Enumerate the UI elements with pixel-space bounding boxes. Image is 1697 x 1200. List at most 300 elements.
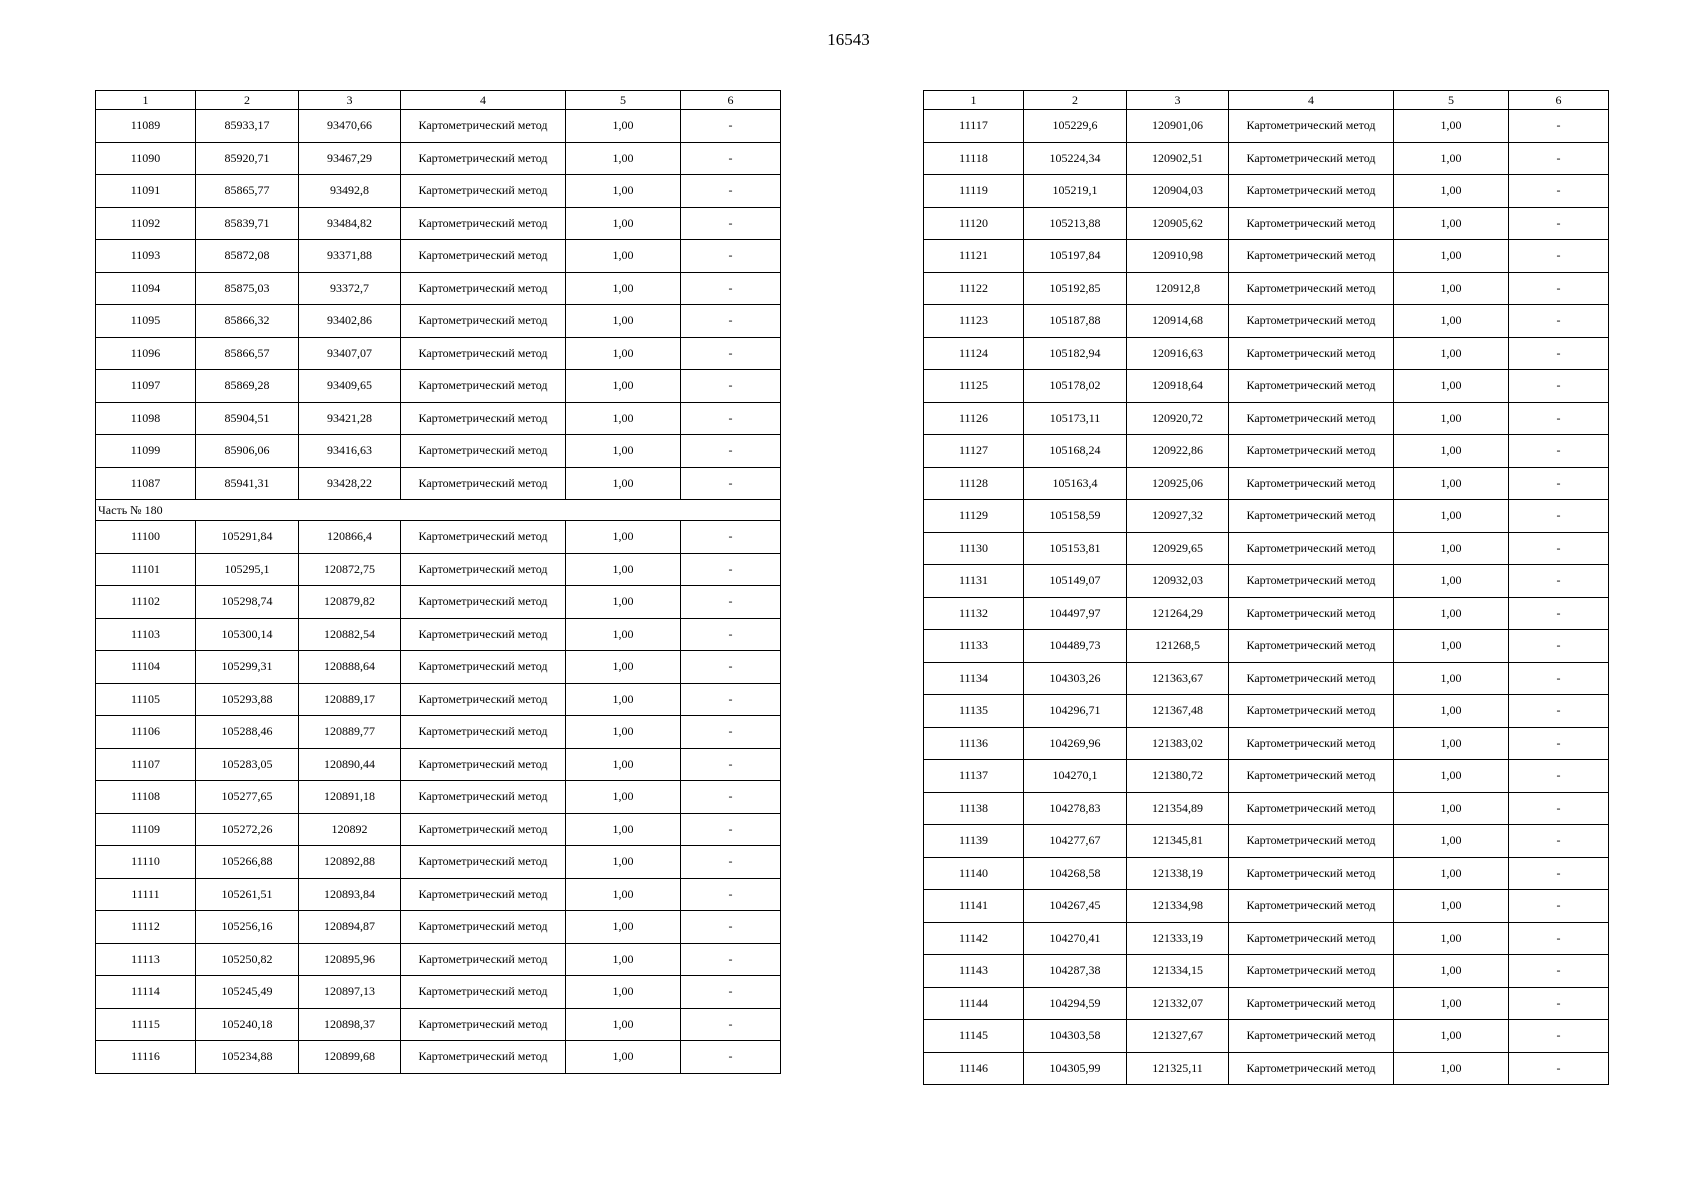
table-row [924, 987, 1609, 1020]
page-number: 16543 [827, 30, 870, 49]
description-cell: - [681, 1041, 781, 1074]
x-coordinate-cell: 85904,51 [196, 402, 299, 435]
point-number-cell: 11090 [96, 142, 196, 175]
accuracy-cell: 1,00 [1394, 207, 1509, 240]
table-row [96, 110, 781, 143]
accuracy-cell: 1,00 [1394, 175, 1509, 208]
table-row [924, 435, 1609, 468]
point-number-cell: 11087 [96, 467, 196, 500]
accuracy-cell: 1,00 [566, 781, 681, 814]
method-cell: Картометрический метод [401, 618, 566, 651]
method-cell: Картометрический метод [401, 207, 566, 240]
accuracy-cell: 1,00 [566, 911, 681, 944]
method-cell: Картометрический метод [401, 813, 566, 846]
method-cell: Картометрический метод [401, 272, 566, 305]
y-coordinate-cell: 93402,86 [299, 305, 401, 338]
x-coordinate-cell: 85869,28 [196, 370, 299, 403]
accuracy-cell: 1,00 [566, 1008, 681, 1041]
y-coordinate-cell: 120894,87 [299, 911, 401, 944]
x-coordinate-cell: 85865,77 [196, 175, 299, 208]
y-coordinate-cell: 121363,67 [1127, 662, 1229, 695]
point-number-cell: 11109 [96, 813, 196, 846]
x-coordinate-cell: 105300,14 [196, 618, 299, 651]
y-coordinate-cell: 121354,89 [1127, 792, 1229, 825]
accuracy-cell: 1,00 [566, 305, 681, 338]
x-coordinate-cell: 104269,96 [1024, 727, 1127, 760]
description-cell: - [1509, 792, 1609, 825]
y-coordinate-cell: 121268,5 [1127, 630, 1229, 663]
table-row [924, 1052, 1609, 1085]
table-row [924, 890, 1609, 923]
method-cell: Картометрический метод [1229, 727, 1394, 760]
point-number-cell: 11091 [96, 175, 196, 208]
column-header: 6 [1509, 91, 1609, 110]
point-number-cell: 11121 [924, 240, 1024, 273]
description-cell: - [681, 748, 781, 781]
x-coordinate-cell: 105288,46 [196, 716, 299, 749]
table-row [96, 748, 781, 781]
table-row [96, 651, 781, 684]
point-number-cell: 11138 [924, 792, 1024, 825]
method-cell: Картометрический метод [401, 748, 566, 781]
x-coordinate-cell: 104294,59 [1024, 987, 1127, 1020]
method-cell: Картометрический метод [401, 716, 566, 749]
description-cell: - [681, 110, 781, 143]
table-row [96, 813, 781, 846]
method-cell: Картометрический метод [1229, 760, 1394, 793]
x-coordinate-cell: 85872,08 [196, 240, 299, 273]
method-cell: Картометрический метод [401, 846, 566, 879]
accuracy-cell: 1,00 [566, 175, 681, 208]
y-coordinate-cell: 121345,81 [1127, 825, 1229, 858]
description-cell: - [1509, 890, 1609, 923]
column-header: 5 [1394, 91, 1509, 110]
method-cell: Картометрический метод [1229, 955, 1394, 988]
point-number-cell: 11131 [924, 565, 1024, 598]
table-row [924, 922, 1609, 955]
accuracy-cell: 1,00 [1394, 1020, 1509, 1053]
y-coordinate-cell: 120899,68 [299, 1041, 401, 1074]
table-row [924, 695, 1609, 728]
accuracy-cell: 1,00 [566, 846, 681, 879]
point-number-cell: 11113 [96, 943, 196, 976]
accuracy-cell: 1,00 [1394, 922, 1509, 955]
point-number-cell: 11089 [96, 110, 196, 143]
y-coordinate-cell: 121264,29 [1127, 597, 1229, 630]
method-cell: Картометрический метод [1229, 1052, 1394, 1085]
description-cell: - [1509, 305, 1609, 338]
y-coordinate-cell: 120920,72 [1127, 402, 1229, 435]
x-coordinate-cell: 85920,71 [196, 142, 299, 175]
method-cell: Картометрический метод [401, 467, 566, 500]
description-cell: - [1509, 435, 1609, 468]
accuracy-cell: 1,00 [1394, 727, 1509, 760]
description-cell: - [1509, 662, 1609, 695]
table-row [96, 272, 781, 305]
point-number-cell: 11145 [924, 1020, 1024, 1053]
description-cell: - [1509, 240, 1609, 273]
x-coordinate-cell: 105240,18 [196, 1008, 299, 1041]
table-row [96, 683, 781, 716]
y-coordinate-cell: 120916,63 [1127, 337, 1229, 370]
column-header: 2 [196, 91, 299, 110]
method-cell: Картометрический метод [1229, 467, 1394, 500]
description-cell: - [681, 272, 781, 305]
point-number-cell: 11094 [96, 272, 196, 305]
accuracy-cell: 1,00 [566, 370, 681, 403]
accuracy-cell: 1,00 [1394, 987, 1509, 1020]
accuracy-cell: 1,00 [566, 813, 681, 846]
table-row [96, 175, 781, 208]
description-cell: - [1509, 955, 1609, 988]
table-row [924, 630, 1609, 663]
x-coordinate-cell: 104287,38 [1024, 955, 1127, 988]
method-cell: Картометрический метод [401, 142, 566, 175]
description-cell: - [1509, 1052, 1609, 1085]
accuracy-cell: 1,00 [1394, 337, 1509, 370]
y-coordinate-cell: 93492,8 [299, 175, 401, 208]
table-header-row [96, 91, 781, 110]
point-number-cell: 11106 [96, 716, 196, 749]
point-number-cell: 11107 [96, 748, 196, 781]
description-cell: - [1509, 337, 1609, 370]
x-coordinate-cell: 105213,88 [1024, 207, 1127, 240]
point-number-cell: 11112 [96, 911, 196, 944]
description-cell: - [1509, 1020, 1609, 1053]
table-row [924, 1020, 1609, 1053]
section-heading: Часть № 180 [96, 500, 781, 521]
table-row [924, 565, 1609, 598]
accuracy-cell: 1,00 [1394, 955, 1509, 988]
table-row [96, 467, 781, 500]
y-coordinate-cell: 93409,65 [299, 370, 401, 403]
point-number-cell: 11120 [924, 207, 1024, 240]
accuracy-cell: 1,00 [1394, 792, 1509, 825]
method-cell: Картометрический метод [1229, 272, 1394, 305]
accuracy-cell: 1,00 [566, 943, 681, 976]
y-coordinate-cell: 120872,75 [299, 553, 401, 586]
method-cell: Картометрический метод [1229, 337, 1394, 370]
table-row [924, 532, 1609, 565]
accuracy-cell: 1,00 [566, 553, 681, 586]
method-cell: Картометрический метод [1229, 597, 1394, 630]
x-coordinate-cell: 85866,57 [196, 337, 299, 370]
column-header: 6 [681, 91, 781, 110]
y-coordinate-cell: 120882,54 [299, 618, 401, 651]
accuracy-cell: 1,00 [1394, 890, 1509, 923]
column-header: 3 [299, 91, 401, 110]
accuracy-cell: 1,00 [566, 272, 681, 305]
description-cell: - [1509, 402, 1609, 435]
method-cell: Картометрический метод [401, 337, 566, 370]
x-coordinate-cell: 104497,97 [1024, 597, 1127, 630]
y-coordinate-cell: 120932,03 [1127, 565, 1229, 598]
point-number-cell: 11123 [924, 305, 1024, 338]
description-cell: - [681, 943, 781, 976]
method-cell: Картометрический метод [401, 402, 566, 435]
table-row [924, 792, 1609, 825]
y-coordinate-cell: 93467,29 [299, 142, 401, 175]
method-cell: Картометрический метод [401, 651, 566, 684]
accuracy-cell: 1,00 [566, 467, 681, 500]
description-cell: - [681, 1008, 781, 1041]
x-coordinate-cell: 104303,58 [1024, 1020, 1127, 1053]
coordinates-table-left [95, 90, 781, 1074]
y-coordinate-cell: 120927,32 [1127, 500, 1229, 533]
table-row [924, 955, 1609, 988]
point-number-cell: 11111 [96, 878, 196, 911]
x-coordinate-cell: 105295,1 [196, 553, 299, 586]
accuracy-cell: 1,00 [1394, 272, 1509, 305]
method-cell: Картометрический метод [1229, 987, 1394, 1020]
method-cell: Картометрический метод [401, 878, 566, 911]
method-cell: Картометрический метод [1229, 695, 1394, 728]
description-cell: - [681, 370, 781, 403]
accuracy-cell: 1,00 [1394, 240, 1509, 273]
x-coordinate-cell: 105299,31 [196, 651, 299, 684]
column-header: 4 [401, 91, 566, 110]
description-cell: - [1509, 825, 1609, 858]
method-cell: Картометрический метод [1229, 402, 1394, 435]
method-cell: Картометрический метод [1229, 857, 1394, 890]
description-cell: - [681, 305, 781, 338]
point-number-cell: 11099 [96, 435, 196, 468]
method-cell: Картометрический метод [1229, 630, 1394, 663]
y-coordinate-cell: 120929,65 [1127, 532, 1229, 565]
y-coordinate-cell: 121333,19 [1127, 922, 1229, 955]
x-coordinate-cell: 85875,03 [196, 272, 299, 305]
point-number-cell: 11117 [924, 110, 1024, 143]
description-cell: - [681, 911, 781, 944]
y-coordinate-cell: 121367,48 [1127, 695, 1229, 728]
method-cell: Картометрический метод [1229, 435, 1394, 468]
table-row [924, 597, 1609, 630]
point-number-cell: 11136 [924, 727, 1024, 760]
method-cell: Картометрический метод [1229, 662, 1394, 695]
table-row [924, 370, 1609, 403]
table-row [96, 846, 781, 879]
point-number-cell: 11092 [96, 207, 196, 240]
x-coordinate-cell: 104270,41 [1024, 922, 1127, 955]
point-number-cell: 11122 [924, 272, 1024, 305]
y-coordinate-cell: 120889,77 [299, 716, 401, 749]
table-row [96, 337, 781, 370]
point-number-cell: 11143 [924, 955, 1024, 988]
column-header: 2 [1024, 91, 1127, 110]
table-row [96, 435, 781, 468]
accuracy-cell: 1,00 [1394, 630, 1509, 663]
method-cell: Картометрический метод [1229, 532, 1394, 565]
point-number-cell: 11125 [924, 370, 1024, 403]
description-cell: - [1509, 142, 1609, 175]
point-number-cell: 11095 [96, 305, 196, 338]
y-coordinate-cell: 120897,13 [299, 976, 401, 1009]
point-number-cell: 11141 [924, 890, 1024, 923]
description-cell: - [681, 716, 781, 749]
y-coordinate-cell: 93470,66 [299, 110, 401, 143]
column-header: 1 [924, 91, 1024, 110]
accuracy-cell: 1,00 [1394, 825, 1509, 858]
point-number-cell: 11118 [924, 142, 1024, 175]
method-cell: Картометрический метод [1229, 175, 1394, 208]
point-number-cell: 11097 [96, 370, 196, 403]
table-row [924, 305, 1609, 338]
description-cell: - [681, 175, 781, 208]
x-coordinate-cell: 105178,02 [1024, 370, 1127, 403]
point-number-cell: 11098 [96, 402, 196, 435]
point-number-cell: 11105 [96, 683, 196, 716]
accuracy-cell: 1,00 [566, 1041, 681, 1074]
x-coordinate-cell: 85941,31 [196, 467, 299, 500]
point-number-cell: 11130 [924, 532, 1024, 565]
section-heading-row [96, 500, 781, 521]
x-coordinate-cell: 105149,07 [1024, 565, 1127, 598]
point-number-cell: 11137 [924, 760, 1024, 793]
description-cell: - [681, 553, 781, 586]
point-number-cell: 11132 [924, 597, 1024, 630]
x-coordinate-cell: 105293,88 [196, 683, 299, 716]
point-number-cell: 11134 [924, 662, 1024, 695]
description-cell: - [681, 878, 781, 911]
table-row [924, 500, 1609, 533]
y-coordinate-cell: 93371,88 [299, 240, 401, 273]
y-coordinate-cell: 121334,15 [1127, 955, 1229, 988]
accuracy-cell: 1,00 [566, 110, 681, 143]
description-cell: - [681, 976, 781, 1009]
method-cell: Картометрический метод [1229, 922, 1394, 955]
description-cell: - [1509, 110, 1609, 143]
y-coordinate-cell: 93372,7 [299, 272, 401, 305]
y-coordinate-cell: 120890,44 [299, 748, 401, 781]
x-coordinate-cell: 105229,6 [1024, 110, 1127, 143]
point-number-cell: 11126 [924, 402, 1024, 435]
accuracy-cell: 1,00 [566, 618, 681, 651]
description-cell: - [681, 337, 781, 370]
x-coordinate-cell: 105219,1 [1024, 175, 1127, 208]
y-coordinate-cell: 120895,96 [299, 943, 401, 976]
description-cell: - [681, 683, 781, 716]
description-cell: - [681, 240, 781, 273]
point-number-cell: 11144 [924, 987, 1024, 1020]
accuracy-cell: 1,00 [566, 748, 681, 781]
accuracy-cell: 1,00 [566, 142, 681, 175]
y-coordinate-cell: 120905,62 [1127, 207, 1229, 240]
method-cell: Картометрический метод [401, 175, 566, 208]
y-coordinate-cell: 121334,98 [1127, 890, 1229, 923]
method-cell: Картометрический метод [1229, 890, 1394, 923]
x-coordinate-cell: 105173,11 [1024, 402, 1127, 435]
table-row [96, 878, 781, 911]
accuracy-cell: 1,00 [566, 402, 681, 435]
y-coordinate-cell: 120925,06 [1127, 467, 1229, 500]
x-coordinate-cell: 104305,99 [1024, 1052, 1127, 1085]
method-cell: Картометрический метод [1229, 110, 1394, 143]
y-coordinate-cell: 120893,84 [299, 878, 401, 911]
table-row [96, 370, 781, 403]
method-cell: Картометрический метод [1229, 825, 1394, 858]
column-header: 1 [96, 91, 196, 110]
point-number-cell: 11135 [924, 695, 1024, 728]
description-cell: - [1509, 760, 1609, 793]
description-cell: - [681, 142, 781, 175]
x-coordinate-cell: 105158,59 [1024, 500, 1127, 533]
x-coordinate-cell: 105224,34 [1024, 142, 1127, 175]
description-cell: - [681, 402, 781, 435]
table-row [924, 857, 1609, 890]
x-coordinate-cell: 105234,88 [196, 1041, 299, 1074]
description-cell: - [1509, 857, 1609, 890]
description-cell: - [681, 586, 781, 619]
table-row [924, 337, 1609, 370]
point-number-cell: 11108 [96, 781, 196, 814]
column-header: 4 [1229, 91, 1394, 110]
y-coordinate-cell: 121327,67 [1127, 1020, 1229, 1053]
point-number-cell: 11128 [924, 467, 1024, 500]
y-coordinate-cell: 121325,11 [1127, 1052, 1229, 1085]
description-cell: - [1509, 987, 1609, 1020]
table-row [924, 825, 1609, 858]
accuracy-cell: 1,00 [1394, 305, 1509, 338]
point-number-cell: 11096 [96, 337, 196, 370]
x-coordinate-cell: 105283,05 [196, 748, 299, 781]
point-number-cell: 11102 [96, 586, 196, 619]
method-cell: Картометрический метод [1229, 142, 1394, 175]
y-coordinate-cell: 121332,07 [1127, 987, 1229, 1020]
table-row [96, 976, 781, 1009]
table-row [924, 760, 1609, 793]
table-row [96, 521, 781, 554]
accuracy-cell: 1,00 [1394, 435, 1509, 468]
y-coordinate-cell: 120892 [299, 813, 401, 846]
table-row [924, 110, 1609, 143]
method-cell: Картометрический метод [401, 683, 566, 716]
x-coordinate-cell: 104278,83 [1024, 792, 1127, 825]
method-cell: Картометрический метод [1229, 565, 1394, 598]
accuracy-cell: 1,00 [1394, 532, 1509, 565]
table-row [924, 727, 1609, 760]
description-cell: - [681, 846, 781, 879]
method-cell: Картометрический метод [1229, 1020, 1394, 1053]
method-cell: Картометрический метод [401, 1041, 566, 1074]
column-header: 3 [1127, 91, 1229, 110]
point-number-cell: 11146 [924, 1052, 1024, 1085]
accuracy-cell: 1,00 [566, 716, 681, 749]
table-row [96, 240, 781, 273]
point-number-cell: 11116 [96, 1041, 196, 1074]
y-coordinate-cell: 120891,18 [299, 781, 401, 814]
accuracy-cell: 1,00 [1394, 402, 1509, 435]
y-coordinate-cell: 120918,64 [1127, 370, 1229, 403]
accuracy-cell: 1,00 [566, 651, 681, 684]
table-row [924, 272, 1609, 305]
table-row [96, 402, 781, 435]
y-coordinate-cell: 93416,63 [299, 435, 401, 468]
x-coordinate-cell: 104270,1 [1024, 760, 1127, 793]
point-number-cell: 11142 [924, 922, 1024, 955]
method-cell: Картометрический метод [401, 110, 566, 143]
coordinates-table-right [923, 90, 1609, 1085]
x-coordinate-cell: 105272,26 [196, 813, 299, 846]
method-cell: Картометрический метод [1229, 370, 1394, 403]
accuracy-cell: 1,00 [1394, 695, 1509, 728]
method-cell: Картометрический метод [401, 976, 566, 1009]
method-cell: Картометрический метод [1229, 305, 1394, 338]
description-cell: - [681, 651, 781, 684]
point-number-cell: 11104 [96, 651, 196, 684]
table-row [96, 553, 781, 586]
description-cell: - [1509, 922, 1609, 955]
accuracy-cell: 1,00 [1394, 565, 1509, 598]
